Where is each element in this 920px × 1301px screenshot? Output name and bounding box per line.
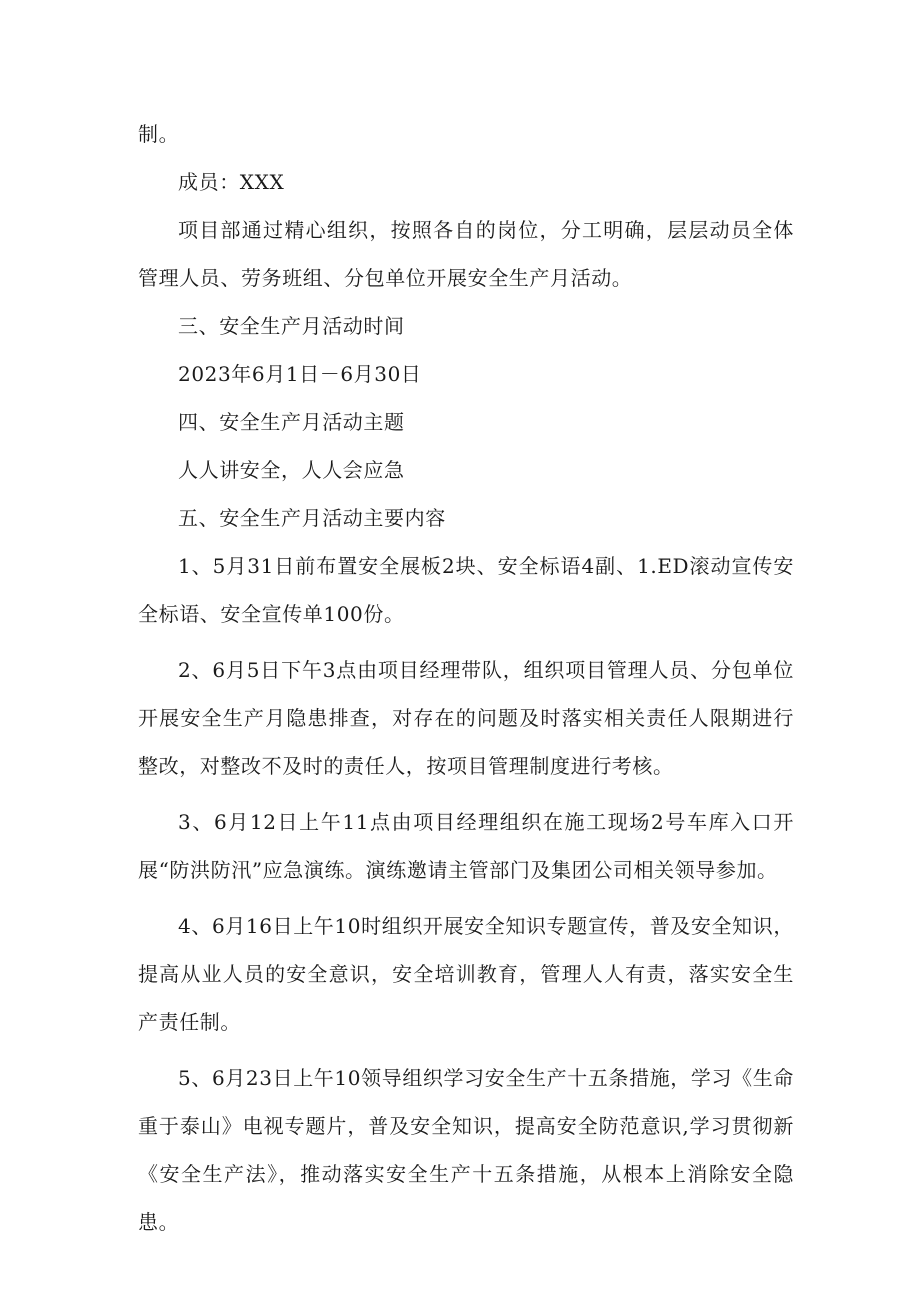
list-item-3: 3、6月12日上午11点由项目经理组织在施工现场2号车库入口开展“防洪防汛”应急演练。演练邀请主管部门及集团公司相关领导参加。 bbox=[138, 810, 794, 882]
heading-activity-content: 五、安全生产月活动主要内容 bbox=[178, 506, 446, 530]
paragraph-activity-theme: 人人讲安全，人人会应急 bbox=[178, 458, 405, 482]
paragraph-members: 成员：XXX bbox=[178, 170, 285, 194]
heading-activity-theme: 四、安全生产月活动主题 bbox=[178, 410, 405, 434]
heading-activity-time: 三、安全生产月活动时间 bbox=[178, 314, 405, 338]
paragraph-organization: 项目部通过精心组织，按照各自的岗位，分工明确，层层动员全体管理人员、劳务班组、分包单位开展安全生产月活动。 bbox=[138, 218, 794, 290]
paragraph-continuation: 制。 bbox=[138, 122, 180, 146]
document-body bbox=[138, 110, 794, 1246]
list-item-4: 4、6月16日上午10时组织开展安全知识专题宣传，普及安全知识，提高从业人员的安全意识，安全培训教育，管理人人有责，落实安全生产责任制。 bbox=[138, 914, 794, 1034]
list-item-5: 5、6月23日上午10领导组织学习安全生产十五条措施，学习《生命重于泰山》电视专题片，普及安全知识，提高安全防范意识,学习贯彻新《安全生产法》，推动落实安全生产十五条措施，从根本上消除安全隐患。 bbox=[138, 1066, 794, 1234]
list-item-1: 1、5月31日前布置安全展板2块、安全标语4副、1.ED滚动宣传安全标语、安全宣传单100份。 bbox=[138, 554, 794, 626]
paragraph-activity-dates: 2023年6月1日－6月30日 bbox=[178, 362, 422, 386]
list-item-2: 2、6月5日下午3点由项目经理带队，组织项目管理人员、分包单位开展安全生产月隐患排查，对存在的问题及时落实相关责任人限期进行整改，对整改不及时的责任人，按项目管理制度进行考核。 bbox=[138, 658, 794, 778]
